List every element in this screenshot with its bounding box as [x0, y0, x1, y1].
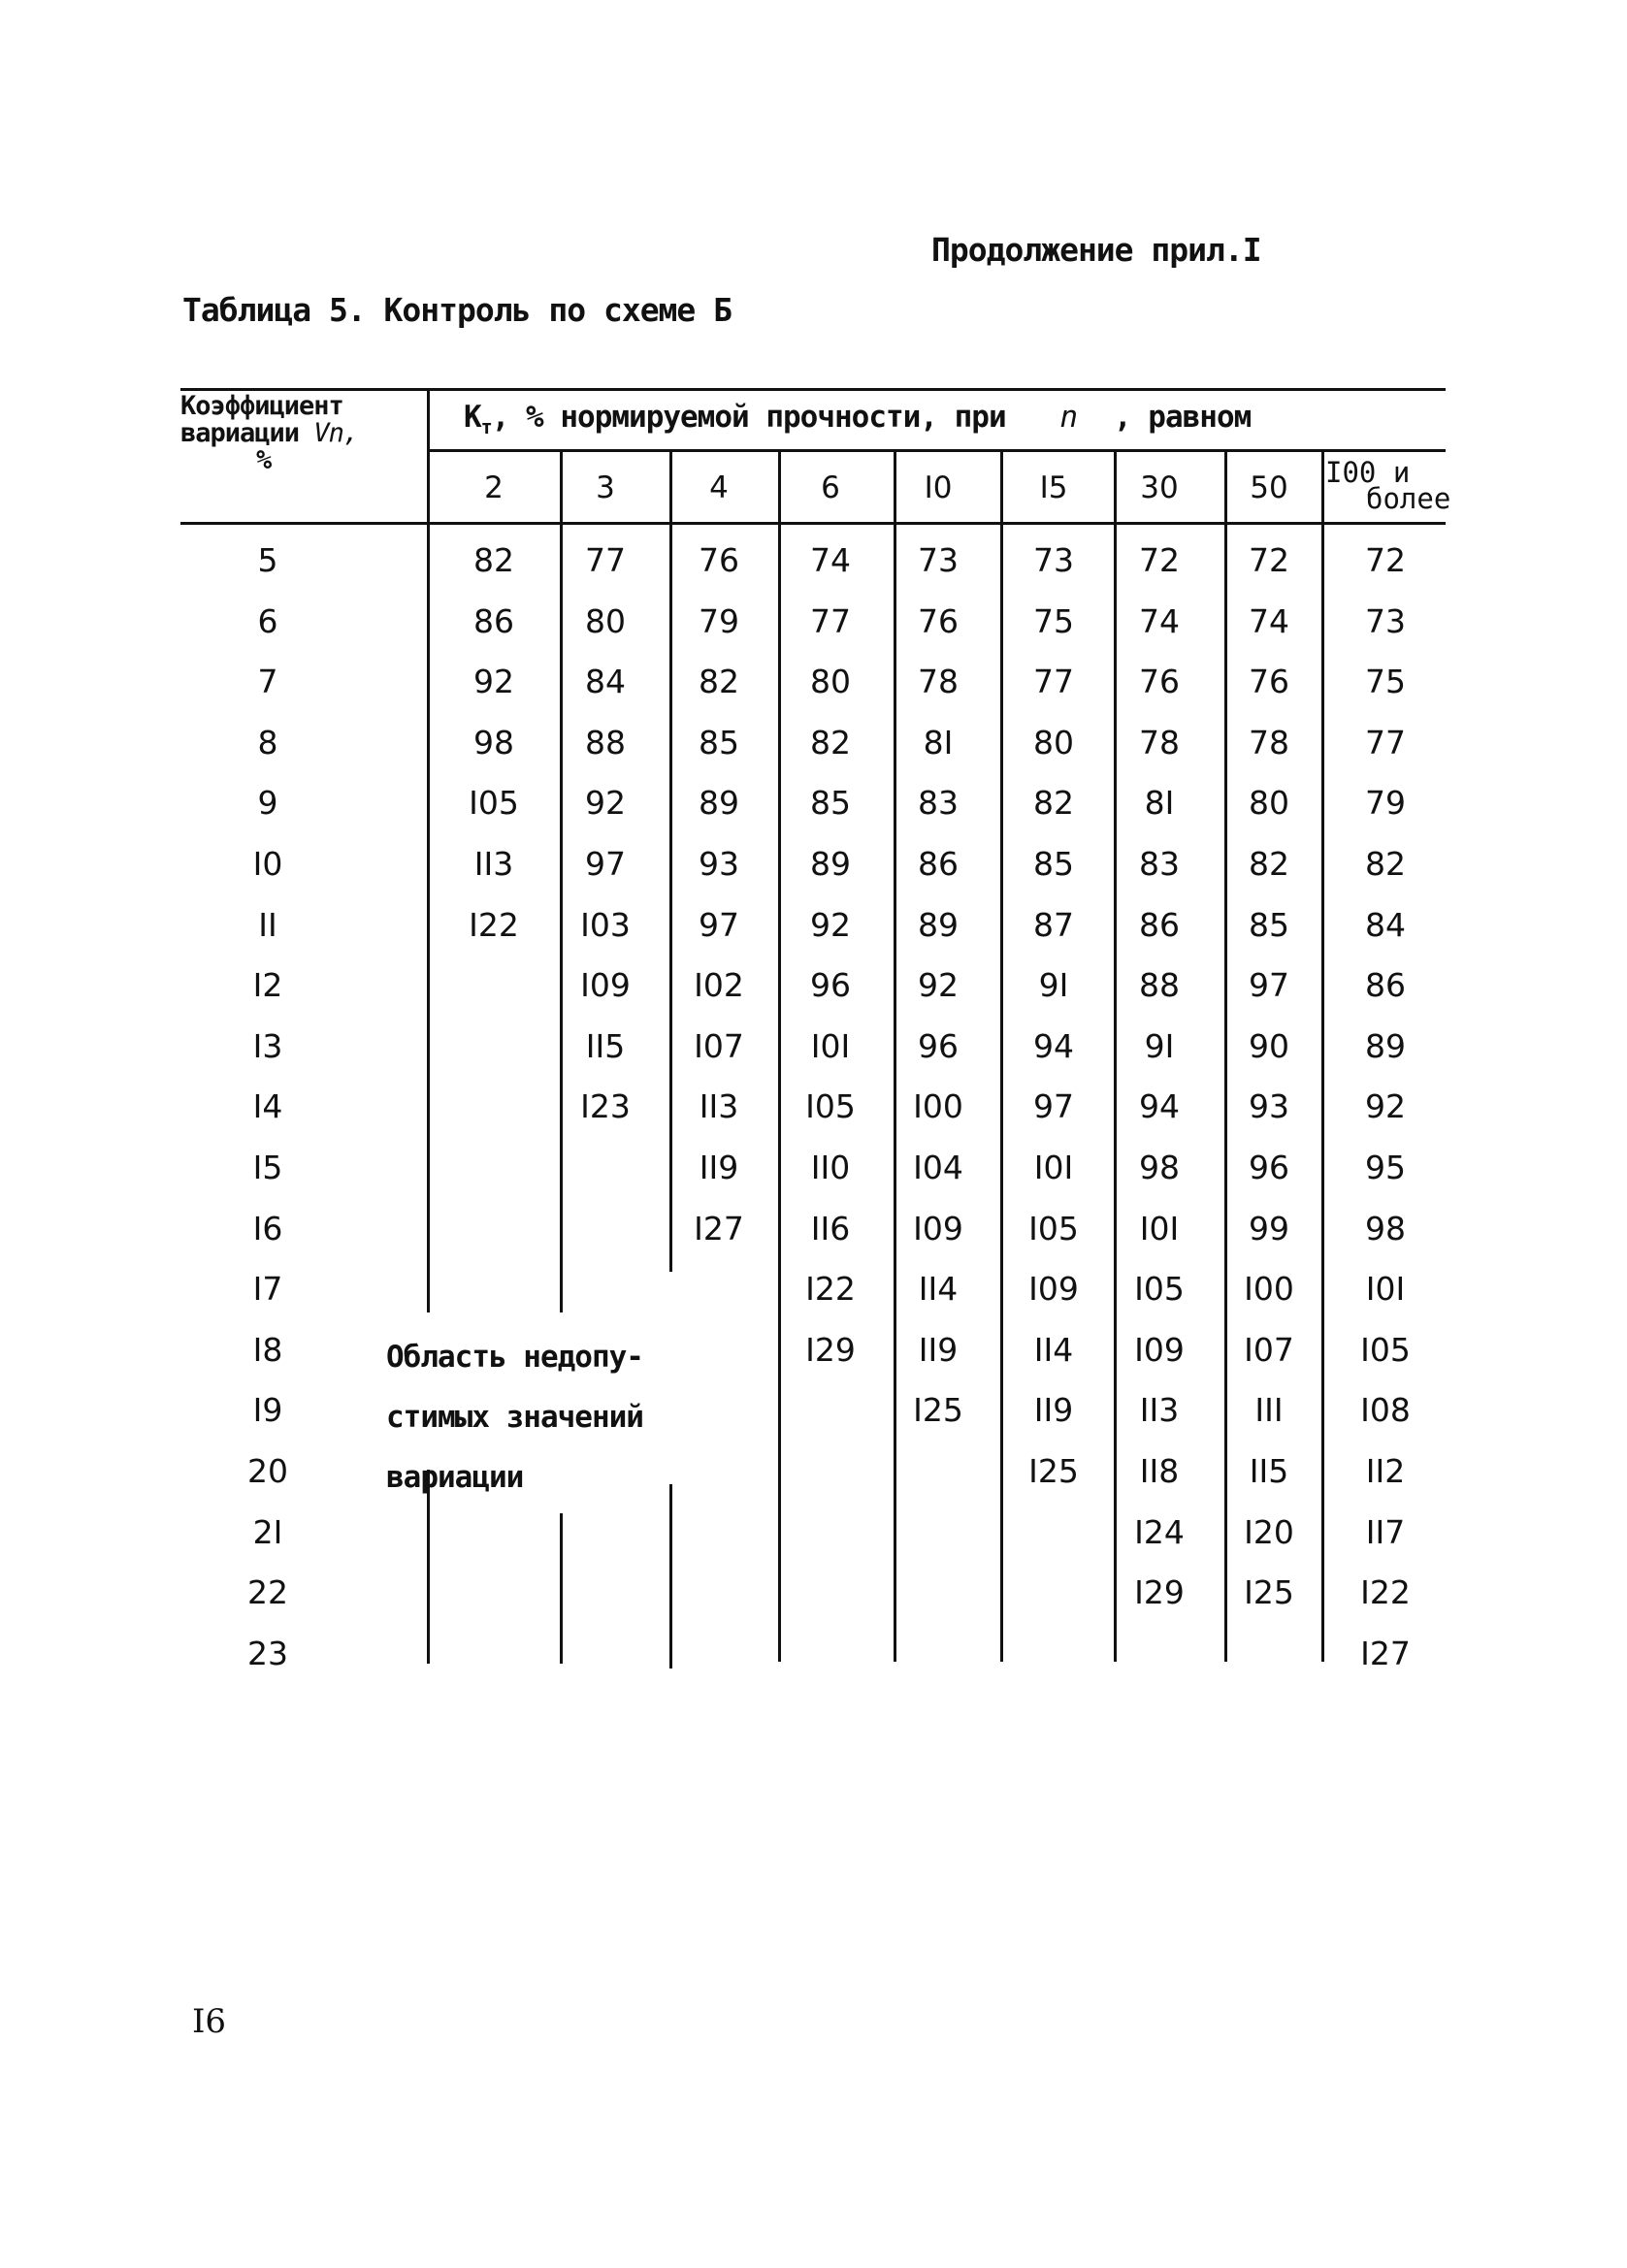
table-cell: I05 [1134, 1270, 1185, 1309]
column-header: I0 [924, 470, 953, 505]
column-divider [1000, 449, 1003, 525]
table-cell: I09 [1134, 1330, 1185, 1369]
table-cell: 78 [1249, 723, 1289, 761]
table-cell: 77 [1365, 723, 1406, 761]
table-cell: I22 [805, 1270, 856, 1309]
variation-value: 7 [257, 663, 278, 701]
column-divider [1321, 525, 1324, 1662]
variation-value: I2 [252, 966, 283, 1005]
table-cell: 98 [1139, 1149, 1180, 1186]
group-header-sub: т [480, 415, 492, 439]
row-header-line2: вариации Vn, [180, 418, 359, 448]
table-cell: 96 [1249, 1149, 1289, 1186]
table-cell: 98 [473, 723, 514, 761]
table-cell: I23 [580, 1087, 631, 1126]
table-cell: 72 [1365, 541, 1406, 579]
table-cell: 97 [699, 905, 739, 944]
continuation-label: Продолжение прил.I [931, 231, 1261, 269]
table-cell: 85 [810, 784, 851, 823]
table-cell: 80 [1249, 784, 1289, 823]
table-cell: 83 [1139, 845, 1180, 883]
table-cell: 88 [1139, 966, 1180, 1005]
variation-value: I7 [252, 1270, 283, 1309]
column-divider [1114, 449, 1117, 525]
table-cell: 95 [1365, 1149, 1406, 1186]
table-cell: II3 [473, 845, 514, 883]
column-divider [669, 1484, 672, 1669]
column-divider [1000, 525, 1003, 1662]
subheader-rule [427, 449, 1446, 452]
variation-value: 2I [252, 1512, 283, 1551]
column-divider [669, 449, 672, 525]
variation-value: I6 [252, 1209, 283, 1247]
variation-value: I0 [252, 845, 283, 883]
variation-value: I9 [252, 1391, 283, 1430]
table-cell: 92 [585, 784, 626, 823]
table-cell: 76 [1139, 663, 1180, 701]
column-header: I5 [1039, 470, 1068, 505]
table-cell: 85 [699, 723, 739, 761]
table-cell: II4 [918, 1270, 959, 1309]
table-cell: 76 [699, 541, 739, 579]
table-cell: 80 [585, 601, 626, 640]
table-cell: 72 [1249, 541, 1289, 579]
variation-value: 23 [247, 1634, 288, 1672]
variation-value: 22 [247, 1573, 288, 1612]
table-cell: 89 [918, 905, 959, 944]
table-cell: I24 [1134, 1512, 1185, 1551]
table-cell: 75 [1033, 601, 1074, 640]
column-divider [778, 525, 781, 1662]
table-cell: 77 [810, 601, 851, 640]
table-cell: 79 [1365, 784, 1406, 823]
table-cell: I05 [469, 784, 519, 823]
table-cell: I05 [805, 1087, 856, 1126]
table-cell: 98 [1365, 1209, 1406, 1247]
table-cell: 97 [1033, 1087, 1074, 1126]
table-cell: I07 [694, 1026, 744, 1065]
table-cell: I00 [913, 1087, 963, 1126]
table-cell: 86 [473, 601, 514, 640]
table-cell: I22 [469, 905, 519, 944]
table-cell: I29 [1134, 1573, 1185, 1612]
table-caption: Таблица 5. Контроль по схеме Б [182, 291, 732, 329]
row-header-unit: % [256, 445, 272, 475]
table-cell: 94 [1139, 1087, 1180, 1126]
table-cell: 94 [1033, 1026, 1074, 1065]
column-divider [894, 449, 896, 525]
table-cell: I27 [694, 1209, 744, 1247]
table-cell: II8 [1139, 1452, 1180, 1490]
table-cell: 89 [699, 784, 739, 823]
variation-value: I4 [252, 1087, 283, 1126]
table-cell: 76 [1249, 663, 1289, 701]
table-cell: II9 [1033, 1391, 1074, 1430]
table-cell: 99 [1249, 1209, 1289, 1247]
column-divider [560, 1513, 563, 1664]
table-cell: 73 [1033, 541, 1074, 579]
table-cell: 80 [810, 663, 851, 701]
table-top-rule [180, 388, 1446, 391]
row-header-line1: Коэффициент [180, 391, 343, 421]
table-cell: I08 [1360, 1391, 1411, 1430]
variation-value: I3 [252, 1026, 283, 1065]
table-cell: I09 [913, 1209, 963, 1247]
header-bottom-rule [180, 522, 1446, 525]
table-cell: I05 [1360, 1330, 1411, 1369]
table-cell: 93 [699, 845, 739, 883]
column-header-last: I00 и более [1325, 456, 1451, 515]
group-header-symbol: n [1059, 400, 1077, 435]
table-cell: 77 [585, 541, 626, 579]
table-cell: 75 [1365, 663, 1406, 701]
table-cell: I04 [913, 1149, 963, 1186]
table-cell: 72 [1139, 541, 1180, 579]
table-cell: I20 [1244, 1512, 1294, 1551]
table-cell: 82 [1365, 845, 1406, 883]
table-cell: 86 [1139, 905, 1180, 944]
table-cell: 82 [1033, 784, 1074, 823]
table-cell: 82 [810, 723, 851, 761]
table-cell: 90 [1249, 1026, 1289, 1065]
table-cell: I25 [913, 1391, 963, 1430]
variation-value: 8 [257, 723, 278, 761]
table-cell: 78 [1139, 723, 1180, 761]
table-cell: 8I [1144, 784, 1175, 823]
table-cell: I09 [1028, 1270, 1079, 1309]
table-cell: 79 [699, 601, 739, 640]
column-divider [427, 525, 430, 1312]
table-cell: II6 [810, 1209, 851, 1247]
table-cell: 84 [585, 663, 626, 701]
column-header: 6 [821, 470, 840, 505]
column-divider [560, 449, 563, 525]
table-cell: I0I [810, 1026, 851, 1065]
table-cell: 86 [1365, 966, 1406, 1005]
table-cell: I0I [1365, 1270, 1406, 1309]
table-cell: 73 [1365, 601, 1406, 640]
table-cell: 73 [918, 541, 959, 579]
table-cell: II9 [918, 1330, 959, 1369]
table-cell: II3 [699, 1087, 739, 1126]
table-cell: 74 [1139, 601, 1180, 640]
table-cell: 96 [918, 1026, 959, 1065]
table-cell: I27 [1360, 1634, 1411, 1672]
table-cell: II3 [1139, 1391, 1180, 1430]
table-cell: 74 [1249, 601, 1289, 640]
table-cell: II7 [1365, 1512, 1406, 1551]
table-cell: II2 [1365, 1452, 1406, 1490]
table-cell: I07 [1244, 1330, 1294, 1369]
variation-value: II [258, 905, 277, 944]
table-cell: 96 [810, 966, 851, 1005]
column-divider [427, 388, 430, 525]
table-cell: 78 [918, 663, 959, 701]
table-cell: II0 [810, 1149, 851, 1186]
table-cell: II4 [1033, 1330, 1074, 1369]
table-cell: I29 [805, 1330, 856, 1369]
invalid-region-note: Область недопу- стимых значений вариации [386, 1340, 643, 1495]
table-cell: 76 [918, 601, 959, 640]
column-divider [1224, 449, 1227, 525]
table-cell: 92 [473, 663, 514, 701]
table-cell: 89 [810, 845, 851, 883]
group-header: $К_т$, % нормируемой прочности, при n , равном [464, 400, 1252, 439]
table-cell: 87 [1033, 905, 1074, 944]
variation-value: 9 [257, 784, 278, 823]
column-divider [1321, 449, 1324, 525]
variation-value: I5 [252, 1149, 283, 1186]
row-header-symbol: Vn, [313, 418, 359, 448]
table-cell: 9I [1038, 966, 1069, 1005]
table-cell: 92 [810, 905, 851, 944]
column-header: 2 [484, 470, 504, 505]
table-cell: I22 [1360, 1573, 1411, 1612]
table-cell: 74 [810, 541, 851, 579]
variation-value: I8 [252, 1330, 283, 1369]
page-number: I6 [192, 2002, 227, 2041]
column-divider [778, 449, 781, 525]
table-cell: 85 [1033, 845, 1074, 883]
table-cell: 9I [1144, 1026, 1175, 1065]
table-cell: 88 [585, 723, 626, 761]
table-cell: III [1254, 1391, 1284, 1430]
variation-value: 6 [257, 601, 278, 640]
table-cell: 85 [1249, 905, 1289, 944]
table-cell: I02 [694, 966, 744, 1005]
variation-value: 5 [257, 541, 278, 579]
table-cell: I09 [580, 966, 631, 1005]
column-header: 4 [709, 470, 729, 505]
table-cell: II5 [585, 1026, 626, 1065]
table-cell: I00 [1244, 1270, 1294, 1309]
table-cell: I03 [580, 905, 631, 944]
table-cell: 8I [923, 723, 954, 761]
variation-value: 20 [247, 1452, 288, 1490]
table-cell: 97 [585, 845, 626, 883]
table-cell: 97 [1249, 966, 1289, 1005]
table-cell: 84 [1365, 905, 1406, 944]
table-cell: 86 [918, 845, 959, 883]
table-cell: I25 [1244, 1573, 1294, 1612]
table-cell: 80 [1033, 723, 1074, 761]
table-cell: 83 [918, 784, 959, 823]
table-cell: 82 [1249, 845, 1289, 883]
column-header: 30 [1140, 470, 1179, 505]
table-cell: 77 [1033, 663, 1074, 701]
table-cell: 92 [1365, 1087, 1406, 1126]
column-header: 50 [1250, 470, 1288, 505]
table-cell: II9 [699, 1149, 739, 1186]
row-header [180, 393, 358, 474]
table-cell: I25 [1028, 1452, 1079, 1490]
column-header: 3 [596, 470, 615, 505]
table-cell: 92 [918, 966, 959, 1005]
table-cell: I0I [1033, 1149, 1074, 1186]
table-cell: I0I [1139, 1209, 1180, 1247]
table-cell: II5 [1249, 1452, 1289, 1490]
table-cell: I05 [1028, 1209, 1079, 1247]
table-cell: 82 [699, 663, 739, 701]
table-cell: 89 [1365, 1026, 1406, 1065]
table-cell: 93 [1249, 1087, 1289, 1126]
table-cell: 82 [473, 541, 514, 579]
